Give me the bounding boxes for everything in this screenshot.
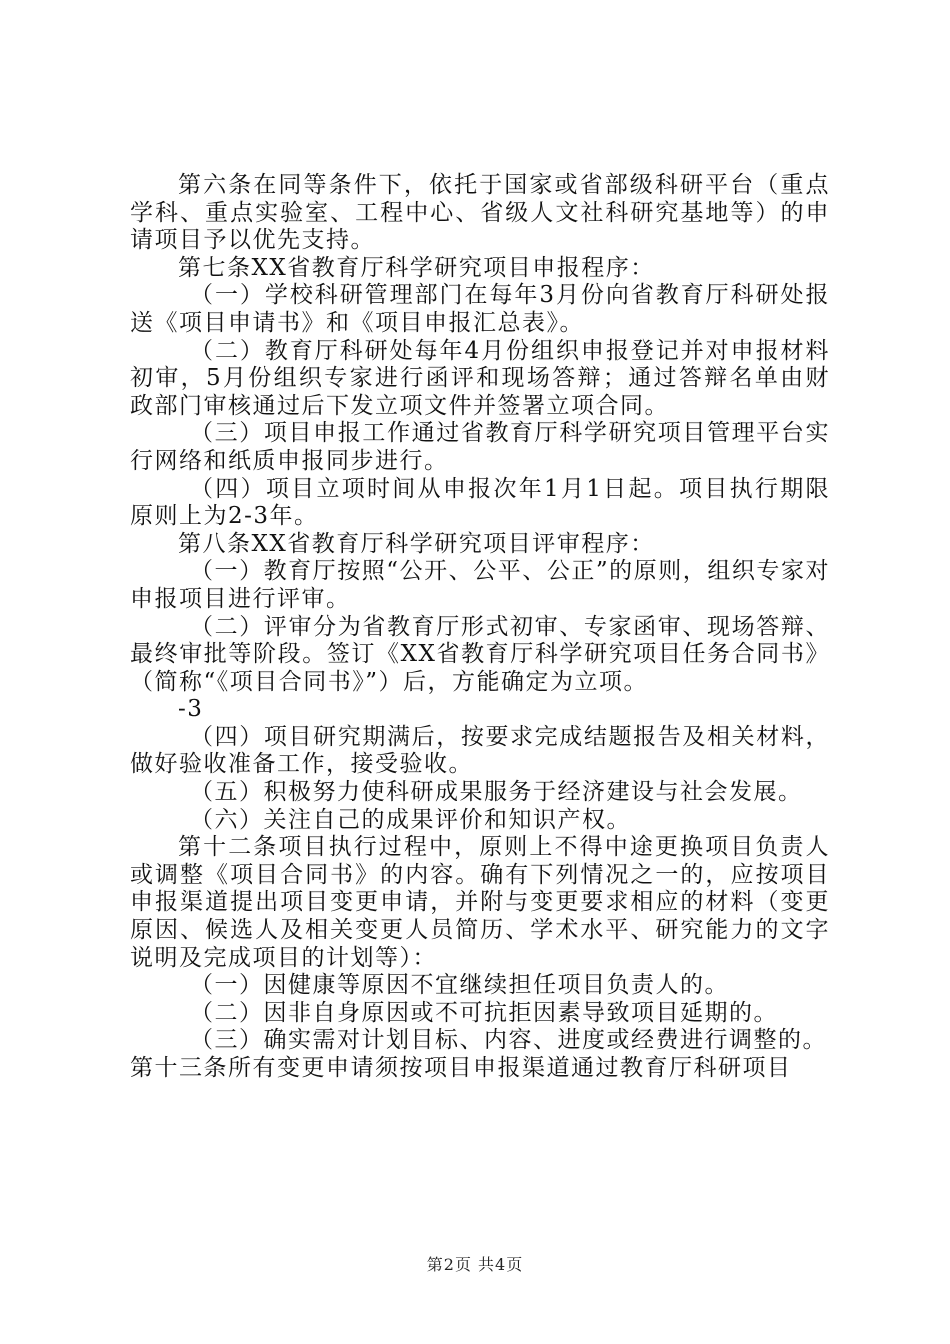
document-body	[130, 172, 830, 1083]
paragraph-article-8-item-2: （二）评审分为省教育厅形式初审、专家函审、现场答辩、最终审批等阶段。签订《XX省教育厅科学研究项目任务合同书》（简称“《项目合同书》”）后，方能确定为立项。	[130, 613, 830, 695]
paragraph-article-12: 第十二条项目执行过程中，原则上不得中途更换项目负责人或调整《项目合同书》的内容。确有下列情况之一的，应按项目申报渠道提出项目变更申请，并附与变更要求相应的材料（变更原因、候选人及相关变更人员简历、学术水平、研究能力的文字说明及完成项目的计划等）：	[130, 834, 830, 971]
inline-page-number: -3	[178, 696, 204, 723]
paragraph-article-12-item-3: （三）确实需对计划目标、内容、进度或经费进行调整的。	[190, 1027, 827, 1054]
paragraph-article-13: 第十三条所有变更申请须按项目申报渠道通过教育厅科研项目	[130, 1055, 792, 1081]
paragraph-item-6: （六）关注自己的成果评价和知识产权。	[190, 806, 631, 833]
paragraph-item-4: （四）项目研究期满后，按要求完成结题报告及相关材料，做好验收准备工作，接受验收。	[130, 723, 830, 778]
paragraph-article-7: 第七条XX省教育厅科学研究项目申报程序：	[178, 254, 655, 281]
paragraph-article-8: 第八条XX省教育厅科学研究项目评审程序：	[178, 530, 655, 557]
paragraph-article-12-item-1: （一）因健康等原因不宜继续担任项目负责人的。	[190, 972, 729, 999]
paragraph-article-6: 第六条在同等条件下，依托于国家或省部级科研平台（重点学科、重点实验室、工程中心、省级人文社科研究基地等）的申请项目予以优先支持。	[130, 172, 830, 254]
paragraph-article-12-item-2: （二）因非自身原因或不可抗拒因素导致项目延期的。	[190, 999, 778, 1026]
paragraph-article-7-item-3: （三）项目申报工作通过省教育厅科学研究项目管理平台实行网络和纸质申报同步进行。	[130, 420, 830, 474]
page-footer: 第2页 共4页	[426, 1255, 524, 1274]
paragraph-article-7-item-4: （四）项目立项时间从申报次年1月1日起。项目执行期限原则上为2-3年。	[130, 475, 830, 530]
paragraph-item-5: （五）积极努力使科研成果服务于经济建设与社会发展。	[190, 779, 803, 806]
paragraph-article-8-item-1: （一）教育厅按照“公开、公平、公正”的原则，组织专家对申报项目进行评审。	[130, 558, 830, 612]
paragraph-article-7-item-2: （二）教育厅科研处每年4月份组织申报登记并对申报材料初审，5月份组织专家进行函评和现场答辩；通过答辩名单由财政部门审核通过后下发立项文件并签署立项合同。	[130, 337, 830, 419]
paragraph-article-7-item-1: （一）学校科研管理部门在每年3月份向省教育厅科研处报送《项目申请书》和《项目申报汇总表》。	[130, 282, 830, 336]
